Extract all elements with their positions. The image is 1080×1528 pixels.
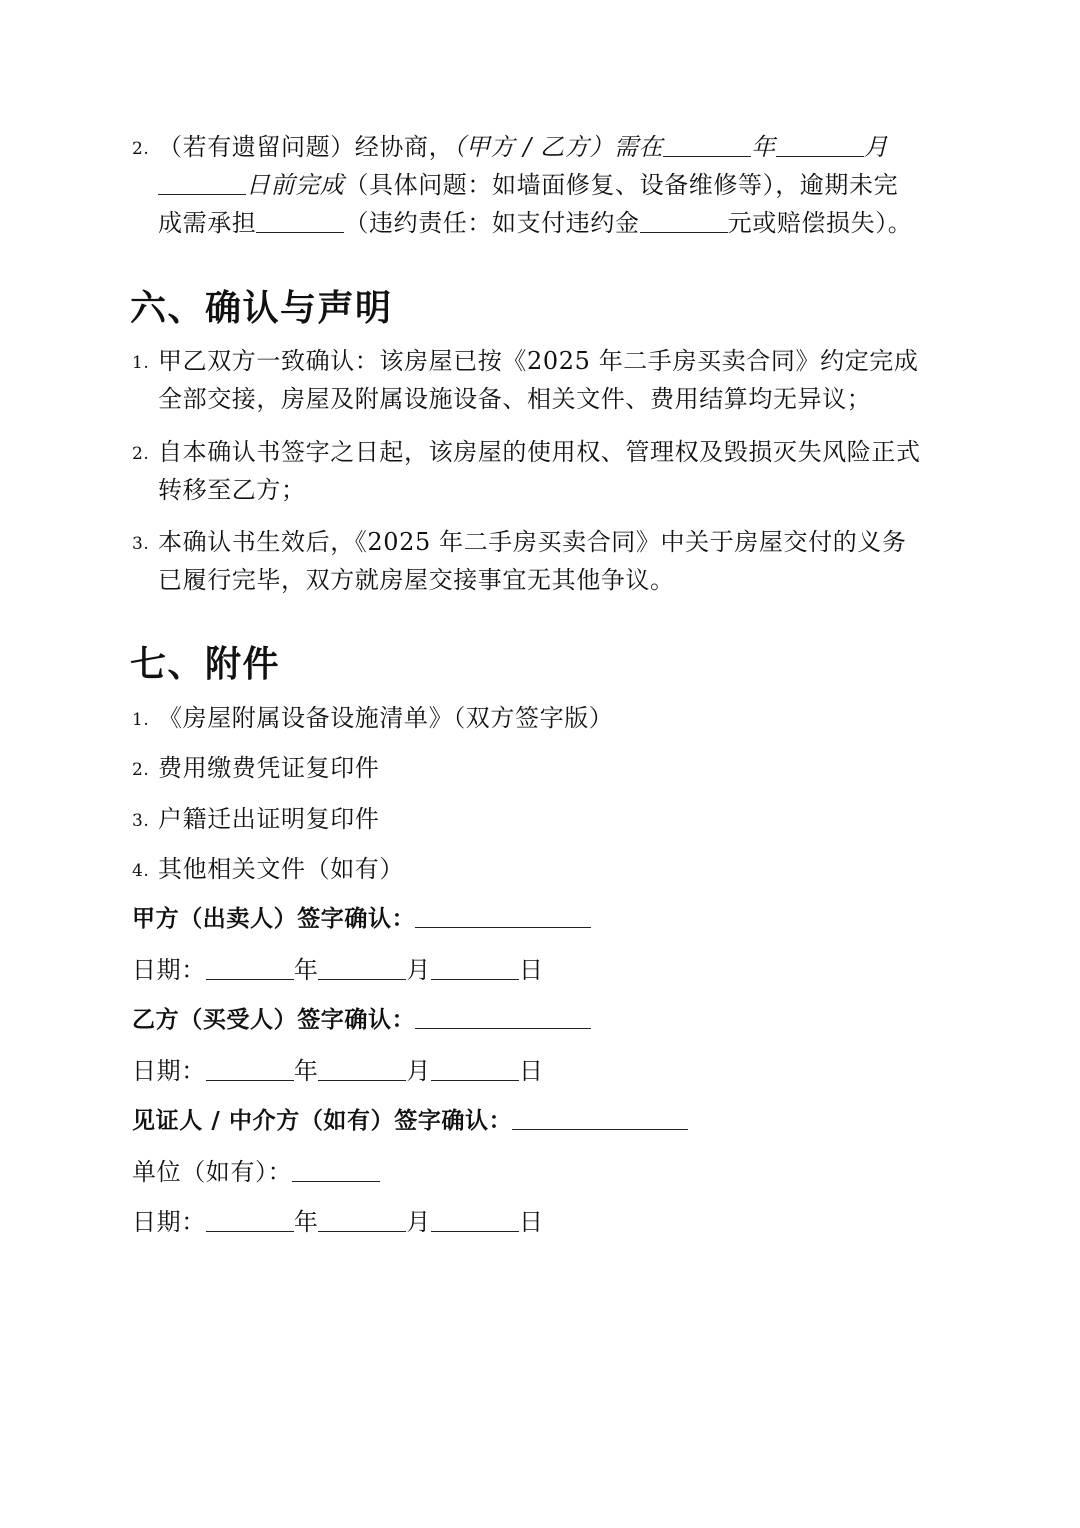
party-choice-text: （甲方 / 乙方）需在: [453, 133, 664, 161]
item-text: 甲乙双方一致确认：该房屋已按《2025 年二手房买卖合同》约定完成: [158, 347, 919, 375]
year-blank: [206, 955, 294, 980]
party-b-signature-row: [132, 1002, 591, 1038]
date-label: 日期：: [132, 956, 206, 984]
list-number: 2.: [132, 444, 150, 464]
item-text: （若有遗留问题）经协商，: [158, 133, 454, 161]
month-label: 月: [406, 1057, 432, 1085]
party-b-date-row: [132, 1053, 544, 1089]
witness-signature-row: [132, 1103, 688, 1139]
item-text: 自本确认书签字之日起，该房屋的使用权、管理权及毁损灭失风险正式: [158, 438, 921, 466]
item-text: 元或赔偿损失）。: [727, 209, 913, 237]
year-label: 年: [751, 133, 776, 161]
list-number: 2.: [132, 760, 150, 780]
party-a-signature-label: 甲方（出卖人）签字确认：: [132, 906, 416, 932]
item-text: 费用缴费凭证复印件: [158, 754, 380, 782]
witness-date-row: [132, 1204, 544, 1240]
section6-heading: 六、确认与声明: [130, 288, 393, 329]
item-text: 其他相关文件（如有）: [158, 855, 404, 883]
day-blank: [431, 1207, 519, 1232]
day-label: 日: [519, 956, 544, 984]
item-text: （违约责任：如支付违约金: [344, 209, 640, 237]
unit-row: [132, 1154, 380, 1190]
year-blank: [206, 1056, 294, 1081]
unit-blank: [292, 1157, 380, 1182]
day-label: 日: [519, 1057, 544, 1085]
section7-heading: 七、附件: [130, 644, 281, 685]
party-b-signature-blank: [415, 1005, 591, 1029]
month-label: 月: [406, 956, 432, 984]
year-label: 年: [293, 956, 319, 984]
witness-signature-label: 见证人 / 中介方（如有）签字确认：: [132, 1108, 513, 1134]
witness-signature-blank: [512, 1106, 688, 1130]
day-blank: [158, 170, 246, 195]
list-number: 3.: [132, 811, 150, 831]
month-label: 月: [406, 1208, 432, 1236]
item-text: 户籍迁出证明复印件: [158, 805, 380, 833]
list-number: 1.: [132, 710, 150, 730]
item-text: 全部交接，房屋及附属设施设备、相关文件、费用结算均无异议；: [158, 385, 872, 413]
day-label: 日: [519, 1208, 544, 1236]
item-text: （具体问题：如墙面修复、设备维修等），逾期未完: [344, 171, 899, 199]
item-text: 《房屋附属设备设施清单》（双方签字版）: [158, 704, 614, 732]
month-label: 月: [863, 133, 889, 161]
month-blank: [776, 132, 864, 157]
date-label: 日期：: [132, 1057, 206, 1085]
year-label: 年: [293, 1208, 319, 1236]
month-blank: [318, 955, 406, 980]
month-blank: [318, 1056, 406, 1081]
party-b-signature-label: 乙方（买受人）签字确认：: [132, 1007, 416, 1033]
item-text: 本确认书生效后，《2025 年二手房买卖合同》中关于房屋交付的义务: [158, 528, 907, 556]
unit-label: 单位（如有）：: [132, 1158, 293, 1186]
item-text: 转移至乙方；: [158, 476, 306, 504]
item-text: 已履行完毕，双方就房屋交接事宜无其他争议。: [158, 566, 675, 594]
party-a-date-row: [132, 952, 544, 988]
list-number: 1.: [132, 353, 150, 373]
list-number: 2.: [132, 139, 150, 159]
list-number: 3.: [132, 534, 150, 554]
list-number: 4.: [132, 861, 150, 881]
party-a-signature-blank: [415, 904, 591, 928]
year-label: 年: [293, 1057, 319, 1085]
party-a-signature-row: [132, 901, 591, 937]
day-blank: [431, 955, 519, 980]
liability-blank: [256, 208, 344, 233]
penalty-amount-blank: [640, 208, 728, 233]
deadline-text: 日前完成: [246, 171, 345, 199]
item-text: 成需承担: [158, 209, 257, 237]
year-blank: [206, 1207, 294, 1232]
date-label: 日期：: [132, 1208, 206, 1236]
year-blank: [663, 132, 751, 157]
month-blank: [318, 1207, 406, 1232]
day-blank: [431, 1056, 519, 1081]
